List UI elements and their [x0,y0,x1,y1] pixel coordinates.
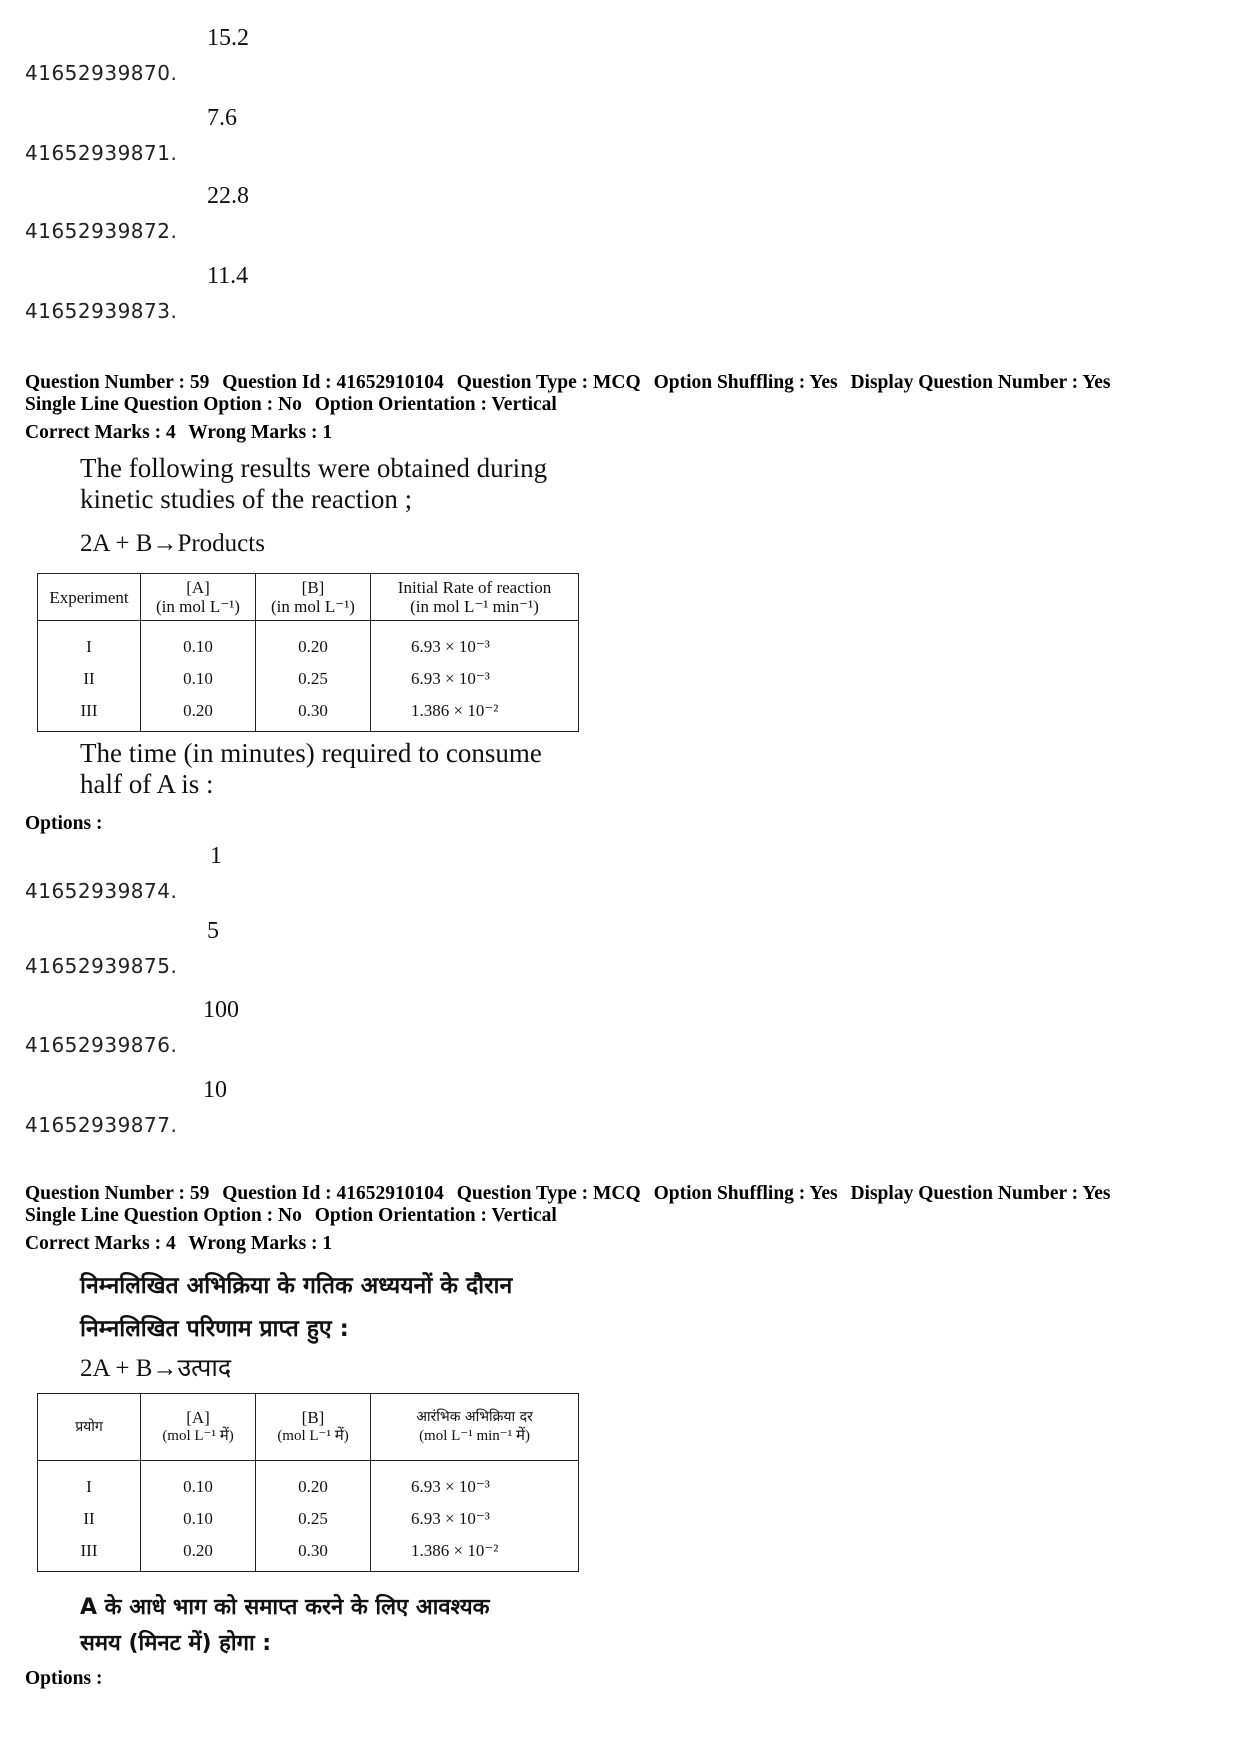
header-b: [B] (in mol L⁻¹) [256,574,371,621]
meta-line-3 [25,1233,1119,1255]
meta-question-id: Question Id : 41652910104 [222,372,444,393]
option-value: 100 [203,997,239,1023]
meta-correct-marks: Correct Marks : 4 [25,422,176,443]
question-text-hi [80,1590,600,1662]
meta-single-line: Single Line Question Option : No [25,394,302,415]
cell: 6.93 × 10⁻³ [371,663,579,695]
prev-option-1[interactable] [25,25,625,85]
question-intro-en [80,453,600,515]
option-1[interactable] [25,843,625,903]
cell: 6.93 × 10⁻³ [371,1461,579,1504]
meta-display-number: Display Question Number : Yes [850,372,1111,393]
prev-option-4[interactable] [25,263,625,323]
cell: 6.93 × 10⁻³ [371,621,579,664]
prev-option-2[interactable] [25,105,625,165]
cell: II [38,663,141,695]
option-4[interactable] [25,1077,625,1137]
cell: I [38,621,141,664]
option-value: 5 [207,918,219,944]
meta-question-id: Question Id : 41652910104 [222,1183,444,1204]
table-row [38,695,579,732]
question-line-2: समय (मिनट में) होगा : [80,1631,272,1656]
prev-option-3[interactable] [25,183,625,243]
table-row [38,1535,579,1572]
meta-question-number: Question Number : 59 [25,1183,210,1204]
options-label-hi: Options : [25,1668,103,1689]
cell: II [38,1503,141,1535]
meta-question-type: Question Type : MCQ [456,1183,641,1204]
intro-line-2: निम्नलिखित परिणाम प्राप्त हुए : [80,1316,349,1342]
meta-wrong-marks: Wrong Marks : 1 [188,1233,333,1254]
cell: 0.20 [256,621,371,664]
meta-question-type: Question Type : MCQ [456,372,641,393]
table-row [38,1503,579,1535]
option-id: 41652939874. [25,879,178,903]
question-line-1: A के आधे भाग को समाप्त करने के लिए आवश्यक [80,1595,490,1620]
cell: 0.30 [256,1535,371,1572]
options-label-en: Options : [25,813,103,834]
reaction-hi: 2A + B→उत्पाद [80,1355,232,1382]
option-id: 41652939871. [25,141,178,165]
cell: 0.25 [256,1503,371,1535]
header-a: [A] (mol L⁻¹ में) [141,1394,256,1461]
cell: 0.10 [141,663,256,695]
cell: 0.20 [256,1461,371,1504]
header-a: [A] (in mol L⁻¹) [141,574,256,621]
cell: 0.10 [141,1503,256,1535]
table-row [38,1461,579,1504]
meta-line-1 [25,1183,1119,1205]
meta-display-number: Display Question Number : Yes [850,1183,1111,1204]
header-b: [B] (mol L⁻¹ में) [256,1394,371,1461]
meta-line-1 [25,372,1119,394]
option-value: 15.2 [207,25,249,51]
option-value: 1 [210,843,222,869]
option-value: 22.8 [207,183,249,209]
cell: 0.30 [256,695,371,732]
cell: 6.93 × 10⁻³ [371,1503,579,1535]
table-row [38,621,579,664]
option-id: 41652939870. [25,61,178,85]
cell: I [38,1461,141,1504]
header-experiment: प्रयोग [38,1394,141,1461]
question-meta-hi [25,1183,1119,1255]
cell: 0.10 [141,621,256,664]
kinetics-table-hi [37,1393,579,1572]
meta-option-shuffling: Option Shuffling : Yes [653,372,838,393]
question-meta-en [25,372,1119,444]
option-id: 41652939876. [25,1033,178,1057]
meta-wrong-marks: Wrong Marks : 1 [188,422,333,443]
header-rate: Initial Rate of reaction (in mol L⁻¹ min⁻¹) [371,574,579,621]
meta-orientation: Option Orientation : Vertical [314,1205,557,1226]
option-id: 41652939873. [25,299,178,323]
meta-correct-marks: Correct Marks : 4 [25,1233,176,1254]
option-id: 41652939877. [25,1113,178,1137]
header-experiment: Experiment [38,574,141,621]
meta-line-2 [25,1205,1119,1227]
meta-line-2 [25,394,1119,416]
table-row [38,663,579,695]
intro-line-1: The following results were obtained during [80,453,548,483]
table-header [38,1394,579,1461]
option-value: 7.6 [207,105,237,131]
cell: 0.20 [141,695,256,732]
meta-question-number: Question Number : 59 [25,372,210,393]
intro-line-2: kinetic studies of the reaction ; [80,484,413,514]
cell: 0.25 [256,663,371,695]
question-intro-hi [80,1265,600,1351]
option-2[interactable] [25,918,625,978]
option-value: 10 [203,1077,227,1103]
question-line-2: half of A is : [80,769,214,799]
cell: III [38,695,141,732]
reaction-en: 2A + B→Products [80,530,265,557]
meta-option-shuffling: Option Shuffling : Yes [653,1183,838,1204]
option-id: 41652939872. [25,219,178,243]
cell: 0.20 [141,1535,256,1572]
kinetics-table-en [37,573,579,732]
option-id: 41652939875. [25,954,178,978]
header-rate: आरंभिक अभिक्रिया दर (mol L⁻¹ min⁻¹ में) [371,1394,579,1461]
cell: 1.386 × 10⁻² [371,695,579,732]
intro-line-1: निम्नलिखित अभिक्रिया के गतिक अध्ययनों के दौरान [80,1273,513,1299]
meta-single-line: Single Line Question Option : No [25,1205,302,1226]
option-value: 11.4 [207,263,249,289]
table-header [38,574,579,621]
meta-orientation: Option Orientation : Vertical [314,394,557,415]
cell: 0.10 [141,1461,256,1504]
option-3[interactable] [25,997,625,1057]
question-text-en [80,738,600,800]
cell: III [38,1535,141,1572]
cell: 1.386 × 10⁻² [371,1535,579,1572]
meta-line-3 [25,422,1119,444]
question-line-1: The time (in minutes) required to consume [80,738,542,768]
